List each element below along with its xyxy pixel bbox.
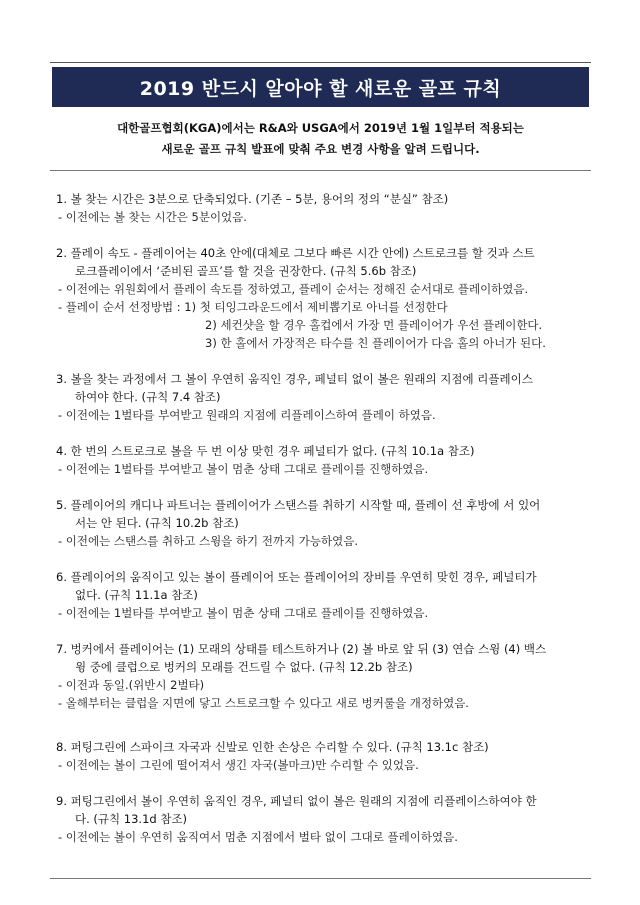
rule-2 bbox=[52, 244, 597, 352]
rule-title: 4. 한 번의 스트로크로 볼을 두 번 이상 맞힌 경우 페널티가 없다. (규칙 10.1a 참조) bbox=[56, 444, 475, 458]
rule-title: 3. 볼을 찾는 과정에서 그 볼이 우연히 움직인 경우, 페널티 없이 볼은 원래의 지점에 리플레이스 하여야 한다. (규칙 7.4 참조) bbox=[56, 372, 533, 404]
rule-title: 6. 플레이어의 움직이고 있는 볼이 플레이어 또는 플레이어의 장비를 우연히 맞힌 경우, 페널티가 없다. (규칙 11.1a 참조) bbox=[56, 570, 537, 602]
rule-subnote: 2) 세컨샷을 할 경우 홀컵에서 가장 먼 플레이어가 우선 플레이한다. bbox=[205, 318, 543, 332]
rule-3 bbox=[52, 370, 597, 424]
rule-note: - 이전에는 볼 찾는 시간은 5분이었음. bbox=[58, 210, 247, 224]
spacer bbox=[52, 730, 597, 738]
rule-note: - 이전에는 스탠스를 취하고 스윙을 하기 전까지 가능하였음. bbox=[58, 534, 359, 548]
rule-5 bbox=[52, 496, 597, 550]
intro-line: 새로운 골프 규칙 발표에 맞춰 주요 변경 사항을 알려 드립니다. bbox=[161, 142, 480, 156]
rule-note: - 올해부터는 클럽을 지면에 닿고 스트로크할 수 있다고 새로 벙커룰을 개정하였음. bbox=[58, 696, 469, 710]
rule-7 bbox=[52, 640, 597, 712]
rule-note: - 플레이 순서 선정방법 : 1) 첫 티잉그라운드에서 제비뽑기로 아너를 선정한다 bbox=[58, 300, 448, 314]
rule-title: 1. 볼 찾는 시간은 3분으로 단축되었다. (기존 – 5분, 용어의 정의 “분실” 참조) bbox=[56, 192, 449, 206]
rule-8 bbox=[52, 738, 597, 774]
rule-6 bbox=[52, 568, 597, 622]
rule-title: 7. 벙커에서 플레이어는 (1) 모래의 상태를 테스트하거나 (2) 볼 바로 앞 뒤 (3) 연습 스윙 (4) 백스 윙 중에 클럽으로 벙커의 모래를 건드릴 수 없다. (규칙 12.2b 참조) bbox=[56, 642, 547, 674]
intro-line: 대한골프협회(KGA)에서는 R&A와 USGA에서 2019년 1월 1일부터 적용되는 bbox=[117, 121, 524, 135]
rule-9 bbox=[52, 792, 597, 846]
bottom-rule-line bbox=[50, 878, 591, 879]
rule-note: - 이전에는 1벌타를 부여받고 볼이 멈춘 상태 그대로 플레이를 진행하였음. bbox=[58, 462, 429, 476]
rule-title: 8. 퍼팅그린에 스파이크 자국과 신발로 인한 손상은 수리할 수 있다. (규칙 13.1c 참조) bbox=[56, 740, 489, 754]
rule-note: - 이전에는 위원회에서 플레이 속도를 정하였고, 플레이 순서는 정해진 순서대로 플레이하였음. bbox=[58, 282, 529, 296]
rule-title: 9. 퍼팅그린에서 볼이 우연히 움직인 경우, 페널티 없이 볼은 원래의 지점에 리플레이스하여야 한 다. (규칙 13.1d 참조) bbox=[56, 794, 537, 826]
rule-note: - 이전에는 1벌타를 부여받고 볼이 멈춘 상태 그대로 플레이를 진행하였음. bbox=[58, 606, 429, 620]
rule-title: 5. 플레이어의 캐디나 파트너는 플레이어가 스탠스를 취하기 시작할 때, 플레이 선 후방에 서 있어 서는 안 된다. (규칙 10.2b 참조) bbox=[56, 498, 541, 530]
rule-4 bbox=[52, 442, 597, 478]
rule-1 bbox=[52, 190, 597, 226]
divider bbox=[50, 170, 591, 171]
rule-note: - 이전과 동일.(위반시 2벌타) bbox=[58, 678, 205, 692]
rule-note: - 이전에는 볼이 우연히 움직여서 멈춘 지점에서 벌타 없이 그대로 플레이하였음. bbox=[58, 830, 458, 844]
rule-title: 2. 플레이 속도 - 플레이어는 40초 안에(대체로 그보다 빠른 시간 안에) 스트로크를 할 것과 스트 로크플레이에서 ‘준비된 골프’를 할 것을 권장한다. (규칙 5.6b 참조) bbox=[56, 246, 535, 278]
intro-text bbox=[52, 118, 589, 160]
page-title: 2019 반드시 알아야 할 새로운 골프 규칙 bbox=[52, 67, 589, 107]
rule-note: - 이전에는 볼이 그린에 떨어져서 생긴 자국(볼마크)만 수리할 수 있었음. bbox=[58, 758, 419, 772]
rule-note: - 이전에는 1벌타를 부여받고 원래의 지점에 리플레이스하여 플레이 하였음. bbox=[58, 408, 436, 422]
rule-subnote: 3) 한 홀에서 가장적은 타수를 친 플레이어가 다음 홀의 아너가 된다. bbox=[205, 336, 546, 350]
top-rule-line bbox=[50, 62, 591, 63]
rules-list bbox=[52, 190, 597, 864]
